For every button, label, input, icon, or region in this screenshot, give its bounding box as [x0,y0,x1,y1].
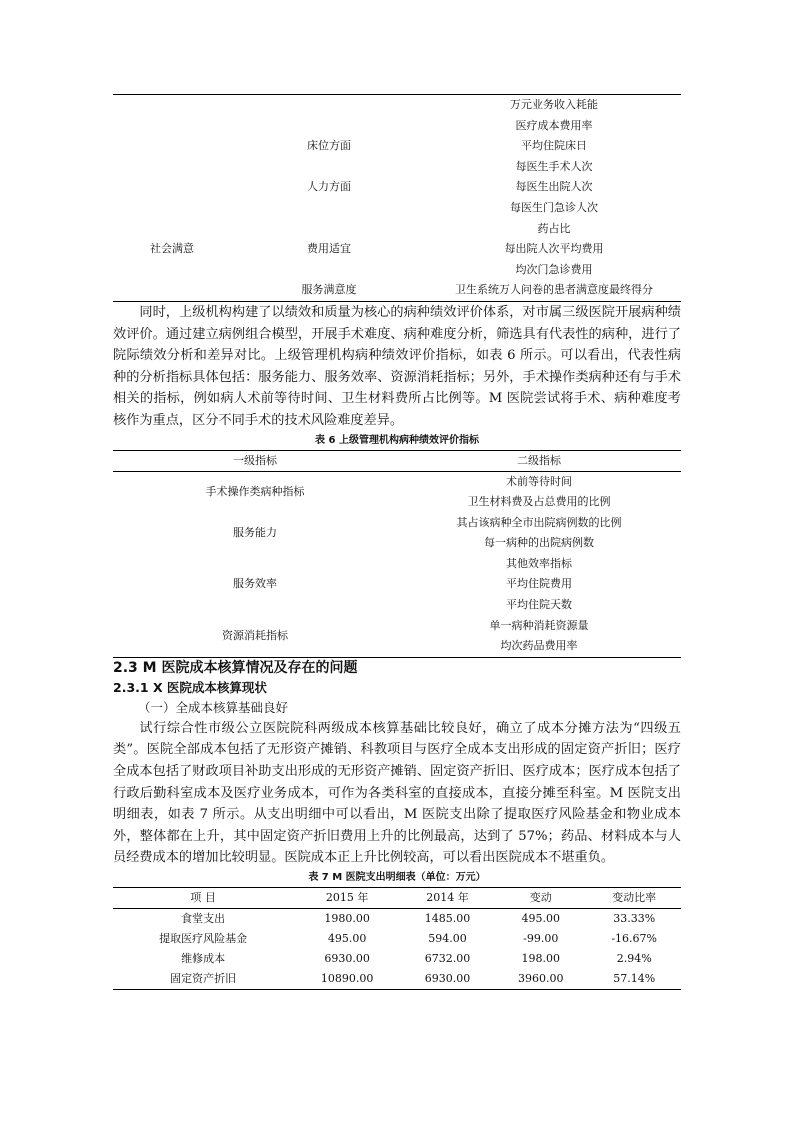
level2-cell: 术前等待时间 [506,474,572,488]
level1-cell: 服务效率 [233,577,277,591]
table-cell [113,95,231,116]
table-row [113,616,681,637]
level2-cell: 平均住院费用 [506,577,572,591]
table-cell: 每医生出院人次 [515,180,593,194]
body-paragraph: 同时，上级机构构建了以绩效和质量为核心的病种绩效评价体系，对市属三级医院开展病种绩效评价。通过建立病例组合模型，开展手术难度、病种难度分析，筛选具有代表性的病种，进行了院际绩效分析和差异对比。上级管理机构病种绩效评价指标，如表 6 所示。可以看出，代表性病种的分析指标具体包括：服务能力、服务效率、资源消耗指标；另外，手术操作类病种还有与手术相关的指标，例如病人术前等待时间、卫生材料费所占比例等。M 医院尝试将手术、病种难度考核作为重点，区分不同手术的技术风险难度差异。 [113,304,681,428]
column-header: 2015 年 [293,888,401,909]
table-cell: 每医生手术人次 [515,159,593,173]
table-cell [231,157,427,178]
table-cell [113,136,231,157]
indicator-table-continued [113,94,681,302]
table-cell: 495.00 [521,912,560,925]
table-cell: 495.00 [327,932,367,945]
table-row [113,260,681,281]
table-cell [113,280,231,301]
table-cell: 床位方面 [307,139,351,153]
table-cell: 每医生门急诊人次 [510,200,598,214]
table-cell: 6930.00 [324,952,370,965]
table-6-caption: 表 6 上级管理机构病种绩效评价指标 [315,434,479,446]
table-row [113,471,681,492]
table-cell [113,177,231,198]
table-cell: 食堂支出 [181,912,226,925]
table-row [113,157,681,178]
table-row [113,116,681,137]
table-cell [231,198,427,219]
level2-cell: 其占该病种全市出院病例数的比例 [456,515,622,529]
section-heading: 2.3 M 医院成本核算情况及存在的问题 [113,659,358,676]
body-paragraph: 试行综合性市级公立医院院科两级成本核算基础比较良好，确立了成本分摊方法为“四级五类”。医院全部成本包括了无形资产摊销、科教项目与医疗全成本支出形成的固定资产折旧；医疗全成本包括了财政项目补助支出形成的无形资产摊销、固定资产折旧、医疗成本；医疗成本包括了行政后勤科室成本及医疗业务成本，可作为各类科室的直接成本，直接分摊至科室。M 医院支出明细表，如表 7 所示。从支出明细中可以看出，M 医院支出除了提取医疗风险基金和物业成本外，整体都在上升，其中固定资产折旧费用上升的比例最高，达到了 57%；药品、材料成本与人员经费成本的增加比较明显。医院成本正上升比例较高，可以看出医院成本不堪重负。 [113,720,681,866]
table-header-row [113,888,681,909]
table-cell: 维修成本 [181,952,226,965]
table-cell: 33.33% [613,912,656,925]
table-cell [113,198,231,219]
table-cell: 均次门急诊费用 [515,262,593,276]
document-page [113,94,681,990]
table-row [113,177,681,198]
table-cell: 社会满意 [150,242,194,256]
table-row [113,95,681,116]
table-row [113,929,681,949]
table-cell [231,219,427,240]
table-row [113,198,681,219]
table-cell [231,116,427,137]
column-header: 变动 [494,888,587,909]
table-cell [113,157,231,178]
table-7 [113,887,681,990]
table-cell: -16.67% [611,932,658,945]
table-cell [231,95,427,116]
column-header: 变动比率 [587,888,681,909]
level2-cell: 均次药品费用率 [500,639,578,653]
table-cell: 3960.00 [518,972,564,985]
level2-cell: 平均住院天数 [506,598,572,612]
level2-cell: 单一病种消耗资源量 [489,618,589,632]
table-cell: 人力方面 [307,180,351,194]
table-cell: 198.00 [521,952,560,965]
table-header-row [113,450,681,471]
column-header: 2014 年 [401,888,494,909]
table-row [113,280,681,301]
level1-cell: 手术操作类病种指标 [205,484,305,498]
subsection-heading: 2.3.1 X 医院成本核算现状 [113,679,267,695]
table-cell: -99.00 [523,932,559,945]
table-cell: 提取医疗风险基金 [159,932,248,945]
table-cell [113,116,231,137]
table-row [113,136,681,157]
table-cell: 服务满意度 [301,283,357,297]
table-cell: 药占比 [537,221,571,235]
table-cell: 万元业务收入耗能 [510,98,598,111]
level2-cell: 卫生材料费及占总费用的比例 [467,495,611,509]
level2-cell: 每一病种的出院病例数 [484,536,594,550]
table-row [113,554,681,575]
table-cell: 10890.00 [320,972,374,985]
table-cell: 固定资产折旧 [170,972,237,985]
table-cell: 医疗成本费用率 [515,118,593,132]
table-cell: 57.14% [613,972,656,985]
table-cell: 1980.00 [324,912,370,925]
table-6 [113,450,681,658]
table-cell: 6930.00 [424,972,471,985]
table-cell [113,219,231,240]
table-cell: 每出院人次平均费用 [504,242,604,256]
table-row [113,969,681,990]
level1-cell: 服务能力 [233,525,277,539]
table-cell [113,260,231,281]
table-row [113,949,681,969]
column-header: 一级指标 [113,450,397,471]
table-cell: 6732.00 [424,952,471,965]
level2-cell: 其他效率指标 [506,556,572,570]
table-cell: 594.00 [428,932,467,945]
table-cell: 费用适宜 [307,242,351,256]
table-cell: 卫生系统万人问卷的患者满意度最终得分 [455,283,653,297]
table-cell: 2.94% [616,952,652,965]
table-cell: 1485.00 [424,912,471,925]
sub-heading: （一）全成本核算基础良好 [138,699,289,715]
table-row [113,513,681,534]
table-row [113,909,681,930]
table-7-caption: 表 7 M 医院支出明细表（单位：万元） [308,872,486,883]
table-cell: 平均住院床日 [521,139,587,153]
column-header: 项 目 [113,888,293,909]
table-row [113,239,681,260]
level1-cell: 资源消耗指标 [222,628,288,642]
table-row [113,219,681,240]
column-header: 二级指标 [397,450,681,471]
table-cell [231,260,427,281]
